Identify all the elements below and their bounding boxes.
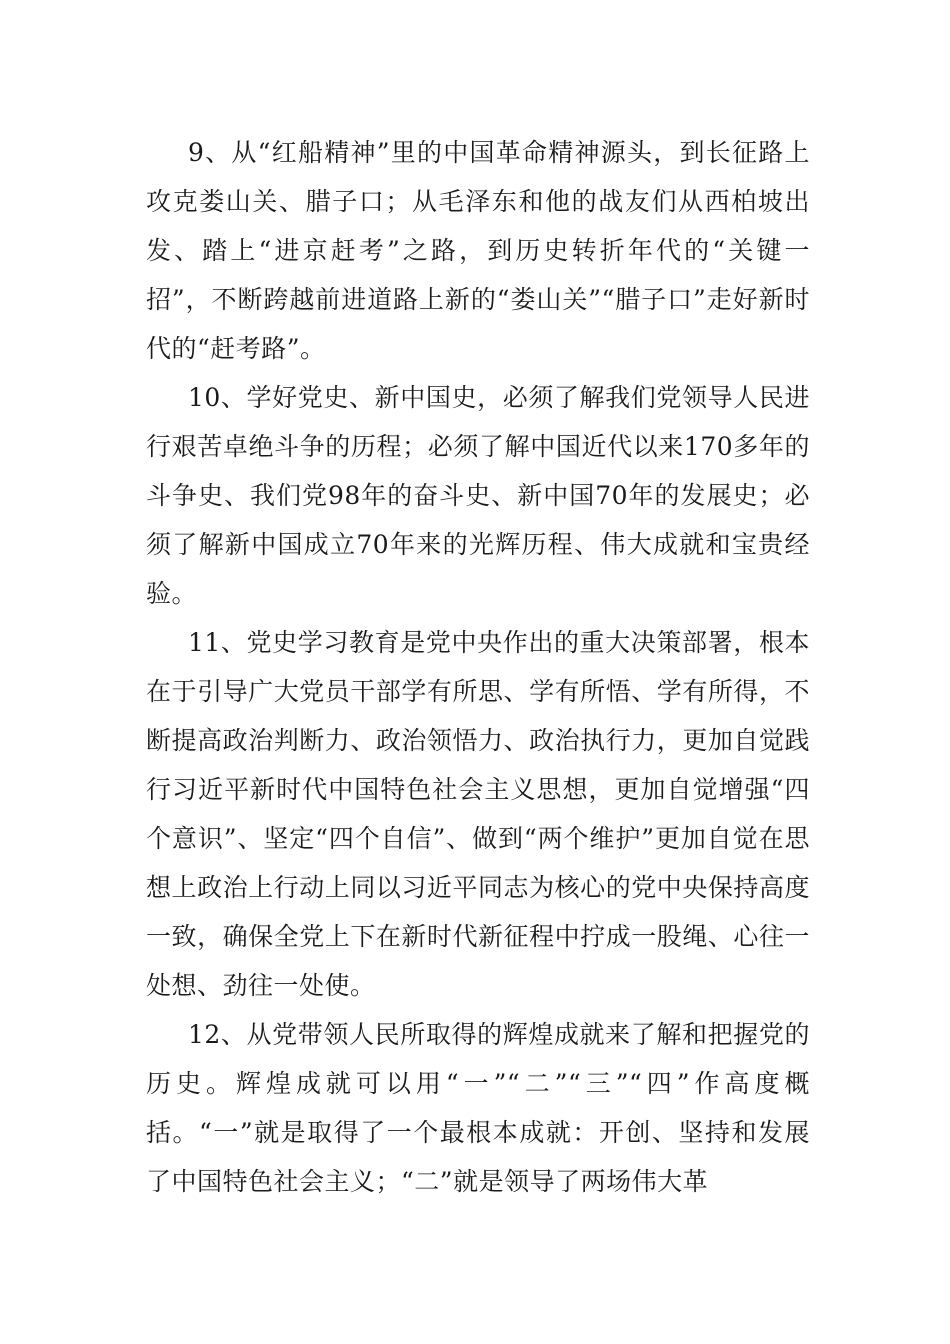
paragraph-10: 10、学好党史、新中国史，必须了解我们党领导人民进行艰苦卓绝斗争的历程；必须了解中国近代以来170多年的斗争史、我们党98年的奋斗史、新中国70年的发展史；必须了解新中国成立70年来的光辉历程、伟大成就和宝贵经验。 [146,383,810,608]
paragraph-9: 9、从“红船精神”里的中国革命精神源头，到长征路上攻克娄山关、腊子口；从毛泽东和他的战友们从西柏坡出发、踏上“进京赶考”之路，到历史转折年代的“关键一招”，不断跨越前进道路上新的“娄山关”“腊子口”走好新时代的“赶考路”。 [146,138,810,363]
paragraph-11: 11、党史学习教育是党中央作出的重大决策部署，根本在于引导广大党员干部学有所思、学有所悟、学有所得，不断提高政治判断力、政治领悟力、政治执行力，更加自觉践行习近平新时代中国特色社会主义思想，更加自觉增强“四个意识”、坚定“四个自信”、做到“两个维护”更加自觉在思想上政治上行动上同以习近平同志为核心的党中央保持高度一致，确保全党上下在新时代新征程中拧成一股绳、心往一处想、劲往一处使。 [146,628,810,1000]
paragraph-12: 12、从党带领人民所取得的辉煌成就来了解和把握党的历史。辉煌成就可以用“一”“二”“三”“四”作高度概括。“一”就是取得了一个最根本成就：开创、坚持和发展了中国特色社会主义；“二”就是领导了两场伟大革 [146,1020,810,1196]
document-body [146,128,810,1206]
